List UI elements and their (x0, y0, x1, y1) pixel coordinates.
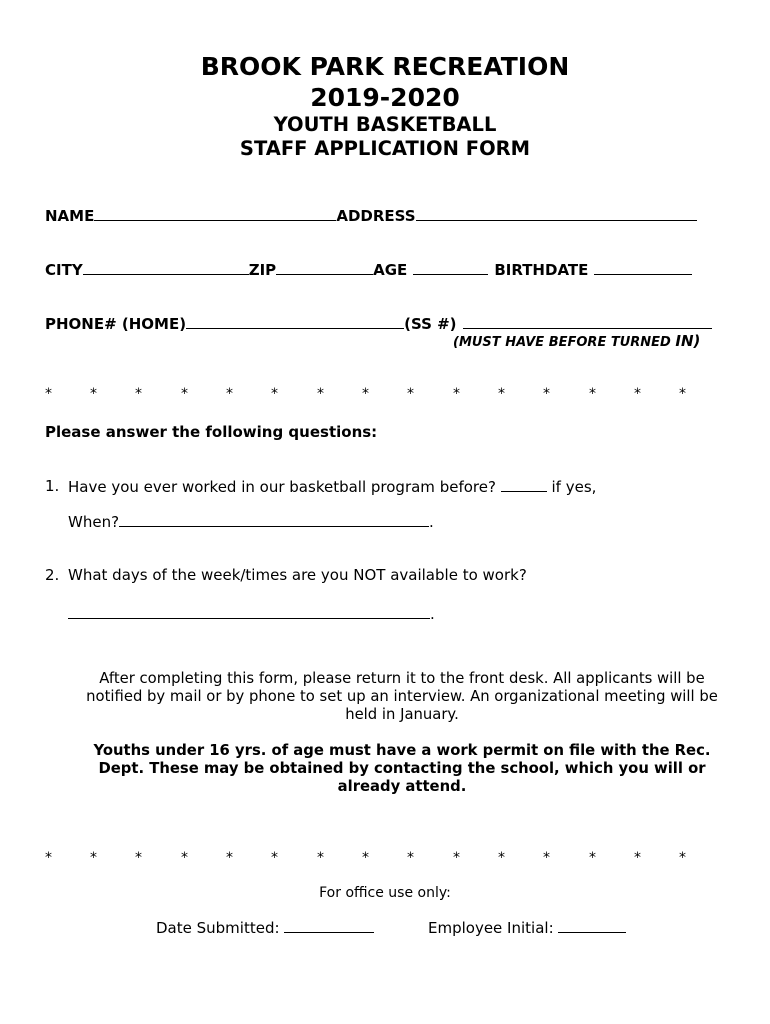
question-2-number: 2. (45, 566, 60, 584)
city-field[interactable] (83, 259, 249, 275)
question-1 (68, 477, 596, 496)
office-use-label: For office use only: (319, 885, 451, 901)
separator-star: * (362, 386, 369, 402)
name-address-row (45, 205, 697, 225)
name-label: NAME (45, 207, 95, 225)
separator-star: * (498, 850, 505, 866)
separator-star: * (407, 850, 414, 866)
separator-star: * (90, 386, 97, 402)
city-zip-row (45, 259, 692, 279)
separator-star: * (634, 850, 641, 866)
ss-note-in: IN) (675, 332, 701, 350)
question-1-suffix: if yes, (551, 478, 597, 496)
org-title: BROOK PARK RECREATION (200, 52, 570, 81)
question-1-text: Have you ever worked in our basketball program before? (68, 478, 496, 496)
employee-initial-field[interactable] (558, 918, 626, 933)
age-label: AGE (373, 261, 408, 279)
birthdate-label: BIRTHDATE (494, 261, 589, 279)
separator-star: * (90, 850, 97, 866)
city-label: CITY (45, 261, 83, 279)
separator-star: * (317, 850, 324, 866)
separator-star: * (589, 386, 596, 402)
phone-label: PHONE# (HOME) (45, 315, 187, 333)
separator-star: * (135, 386, 142, 402)
separator-star: * (45, 386, 52, 402)
separator-star: * (317, 386, 324, 402)
employee-initial-label: Employee Initial: (428, 919, 554, 937)
separator-star: * (453, 386, 460, 402)
separator-star: * (271, 386, 278, 402)
question-1-when-label: When? (68, 513, 120, 531)
name-field[interactable] (94, 205, 336, 221)
address-label: ADDRESS (336, 207, 416, 225)
question-1-number: 1. (45, 477, 60, 495)
question-1-when-field[interactable] (119, 512, 429, 527)
separator-star: * (453, 850, 460, 866)
ss-note (453, 332, 700, 350)
separator-star: * (543, 386, 550, 402)
separator-star: * (407, 386, 414, 402)
age-field[interactable] (413, 259, 488, 275)
zip-label: ZIP (248, 261, 277, 279)
form-title: STAFF APPLICATION FORM (239, 137, 531, 160)
date-submitted-field[interactable] (284, 918, 374, 933)
separator-star: * (181, 386, 188, 402)
question-2-answer: . (68, 604, 435, 623)
separator-star: * (634, 386, 641, 402)
separator-star: * (679, 850, 686, 866)
separator-star: * (45, 850, 52, 866)
separator-star: * (181, 850, 188, 866)
date-submitted (156, 918, 374, 937)
season-title: 2019-2020 (310, 83, 460, 112)
return-instructions: After completing this form, please return it to the front desk. All applicants will be notified by mail or by phone to set up an interview. An organizational meeting will be held in January. (86, 670, 718, 723)
question-1-when: When? . (68, 513, 434, 531)
program-title: YOUTH BASKETBALL (273, 113, 497, 136)
employee-initial (428, 918, 626, 937)
separator-star: * (226, 386, 233, 402)
separator-star: * (135, 850, 142, 866)
question-2-answer-field[interactable] (68, 604, 430, 619)
separator-star: * (226, 850, 233, 866)
separator-star: * (679, 386, 686, 402)
ss-note-text: (MUST HAVE BEFORE TURNED (453, 335, 671, 350)
question-2-text: What days of the week/times are you NOT available to work? (68, 566, 527, 584)
date-submitted-label: Date Submitted: (156, 919, 280, 937)
separator-star: * (362, 850, 369, 866)
zip-field[interactable] (276, 259, 373, 275)
ss-label: (SS #) (404, 315, 457, 333)
question-1-answer-field[interactable] (501, 477, 547, 492)
work-permit-notice: Youths under 16 yrs. of age must have a work permit on file with the Rec. Dept. These may be obtained by contacting the school, which you will or already attend. (93, 742, 711, 795)
ss-field[interactable] (463, 313, 712, 329)
separator-star: * (498, 386, 505, 402)
separator-star: * (543, 850, 550, 866)
questions-intro: Please answer the following questions: (45, 423, 378, 441)
separator-star: * (589, 850, 596, 866)
birthdate-field[interactable] (594, 259, 692, 275)
address-field[interactable] (416, 205, 697, 221)
separator-star: * (271, 850, 278, 866)
phone-ss-row (45, 313, 712, 333)
phone-field[interactable] (186, 313, 404, 329)
